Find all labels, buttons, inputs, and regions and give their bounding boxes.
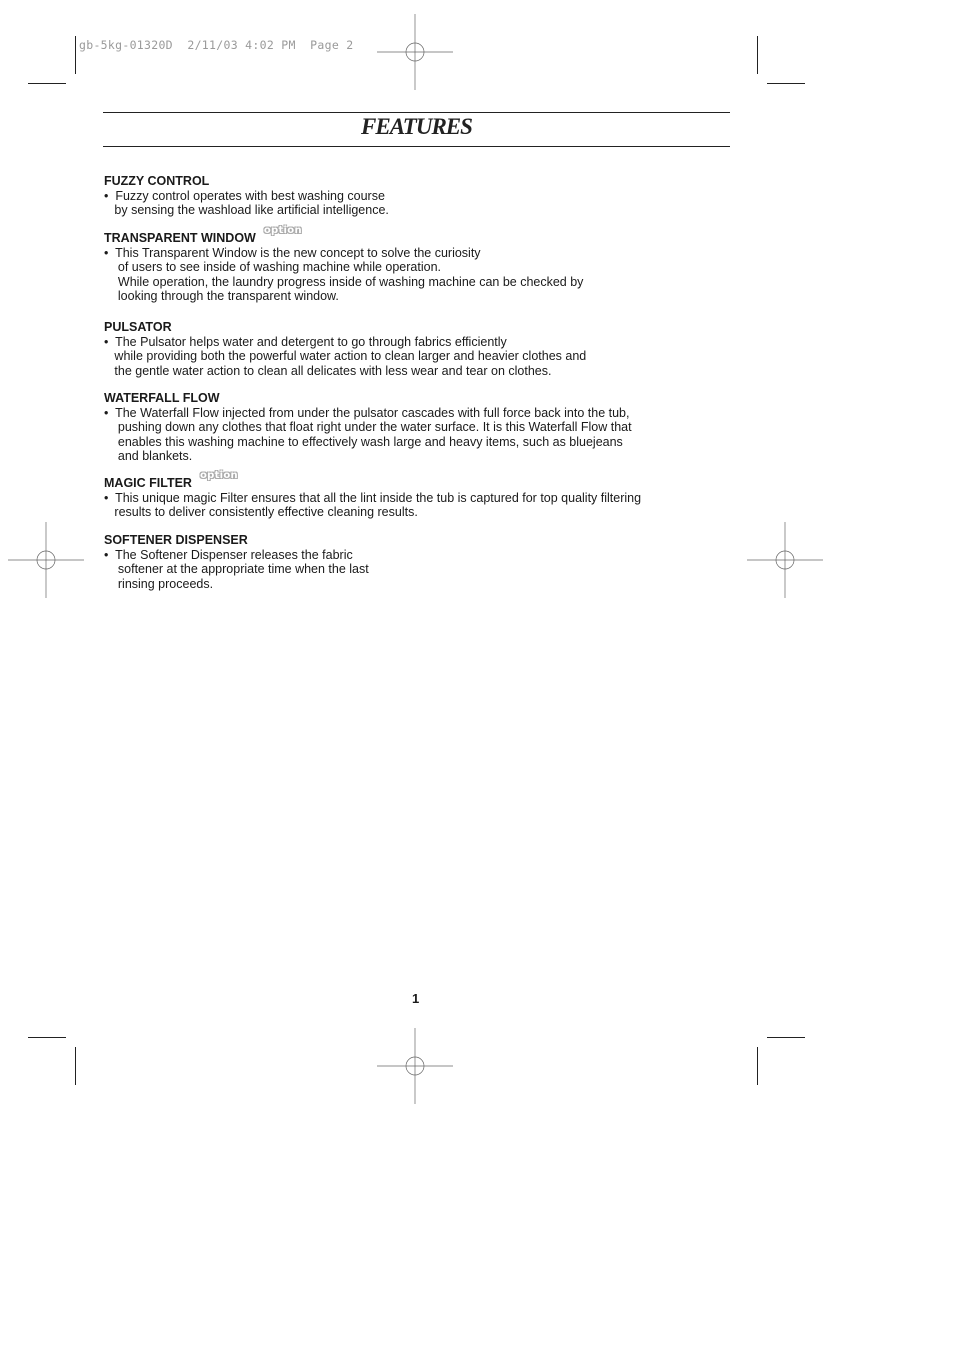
- section-transparent-window: [104, 225, 704, 304]
- section-heading: TRANSPARENT WINDOW: [104, 231, 256, 245]
- section-body: • The Pulsator helps water and detergent to go through fabrics efficiently while providing both the powerful water action to clean larger and heavier clothes and the gentle water action to clean all delicates with less wear and tear on clothes.: [104, 334, 587, 378]
- section-fuzzy-control: [104, 174, 704, 218]
- registration-mark-bottom-icon: [377, 1028, 453, 1104]
- section-body: • The Waterfall Flow injected from under the pulsator cascades with full force back into the tub, pushing down any clothes that float right under the water surface. It is this Waterfall Flow that enables this washing machine to effectively wash large and heavy items, such as bluejeans and blankets.: [104, 405, 632, 463]
- registration-mark-top-icon: [377, 14, 453, 90]
- section-heading: FUZZY CONTROL: [104, 174, 210, 188]
- section-heading-row: [104, 533, 704, 548]
- section-heading: PULSATOR: [104, 320, 172, 334]
- section-softener-dispenser: [104, 533, 704, 591]
- title-bottom-rule: [103, 146, 730, 147]
- printer-slug: gb-5kg-01320D 2/11/03 4:02 PM Page 2: [79, 38, 354, 52]
- section-body: • This Transparent Window is the new concept to solve the curiosity of users to see inside of washing machine while operation. While operation, the laundry progress inside of washing machine can be checked by looking through the transparent window.: [104, 245, 584, 303]
- registration-mark-right-icon: [747, 522, 823, 598]
- page-title: FEATURES: [361, 114, 472, 139]
- section-heading: SOFTENER DISPENSER: [104, 533, 248, 547]
- option-badge: option: [263, 225, 302, 236]
- option-badge: option: [199, 470, 238, 481]
- page-number: 1: [412, 991, 420, 1006]
- crop-mark-top-left-horizontal: [28, 83, 66, 84]
- crop-mark-bottom-right-vertical: [757, 1047, 758, 1085]
- crop-mark-bottom-right-horizontal: [767, 1037, 805, 1038]
- section-body: • Fuzzy control operates with best washing course by sensing the washload like artificial intelligence.: [104, 188, 389, 217]
- section-heading-row: [104, 174, 704, 189]
- title-top-rule: [103, 112, 730, 113]
- section-body: • The Softener Dispenser releases the fabric softener at the appropriate time when the last rinsing proceeds.: [104, 547, 369, 591]
- section-heading: MAGIC FILTER: [104, 476, 192, 490]
- crop-mark-top-right-horizontal: [767, 83, 805, 84]
- crop-mark-bottom-left-vertical: [75, 1047, 76, 1085]
- section-body: • This unique magic Filter ensures that all the lint inside the tub is captured for top quality filtering results to deliver consistently effective cleaning results.: [104, 490, 642, 519]
- crop-mark-top-left-vertical: [75, 36, 76, 74]
- crop-mark-top-right-vertical: [757, 36, 758, 74]
- section-heading-row: [104, 320, 704, 335]
- crop-mark-bottom-left-horizontal: [28, 1037, 66, 1038]
- section-pulsator: [104, 320, 704, 378]
- section-heading: WATERFALL FLOW: [104, 391, 220, 405]
- section-waterfall-flow: [104, 391, 704, 464]
- section-magic-filter: [104, 470, 704, 520]
- section-heading-row: [104, 391, 704, 406]
- section-heading-row: [104, 470, 704, 491]
- registration-mark-left-icon: [8, 522, 84, 598]
- section-heading-row: [104, 225, 704, 246]
